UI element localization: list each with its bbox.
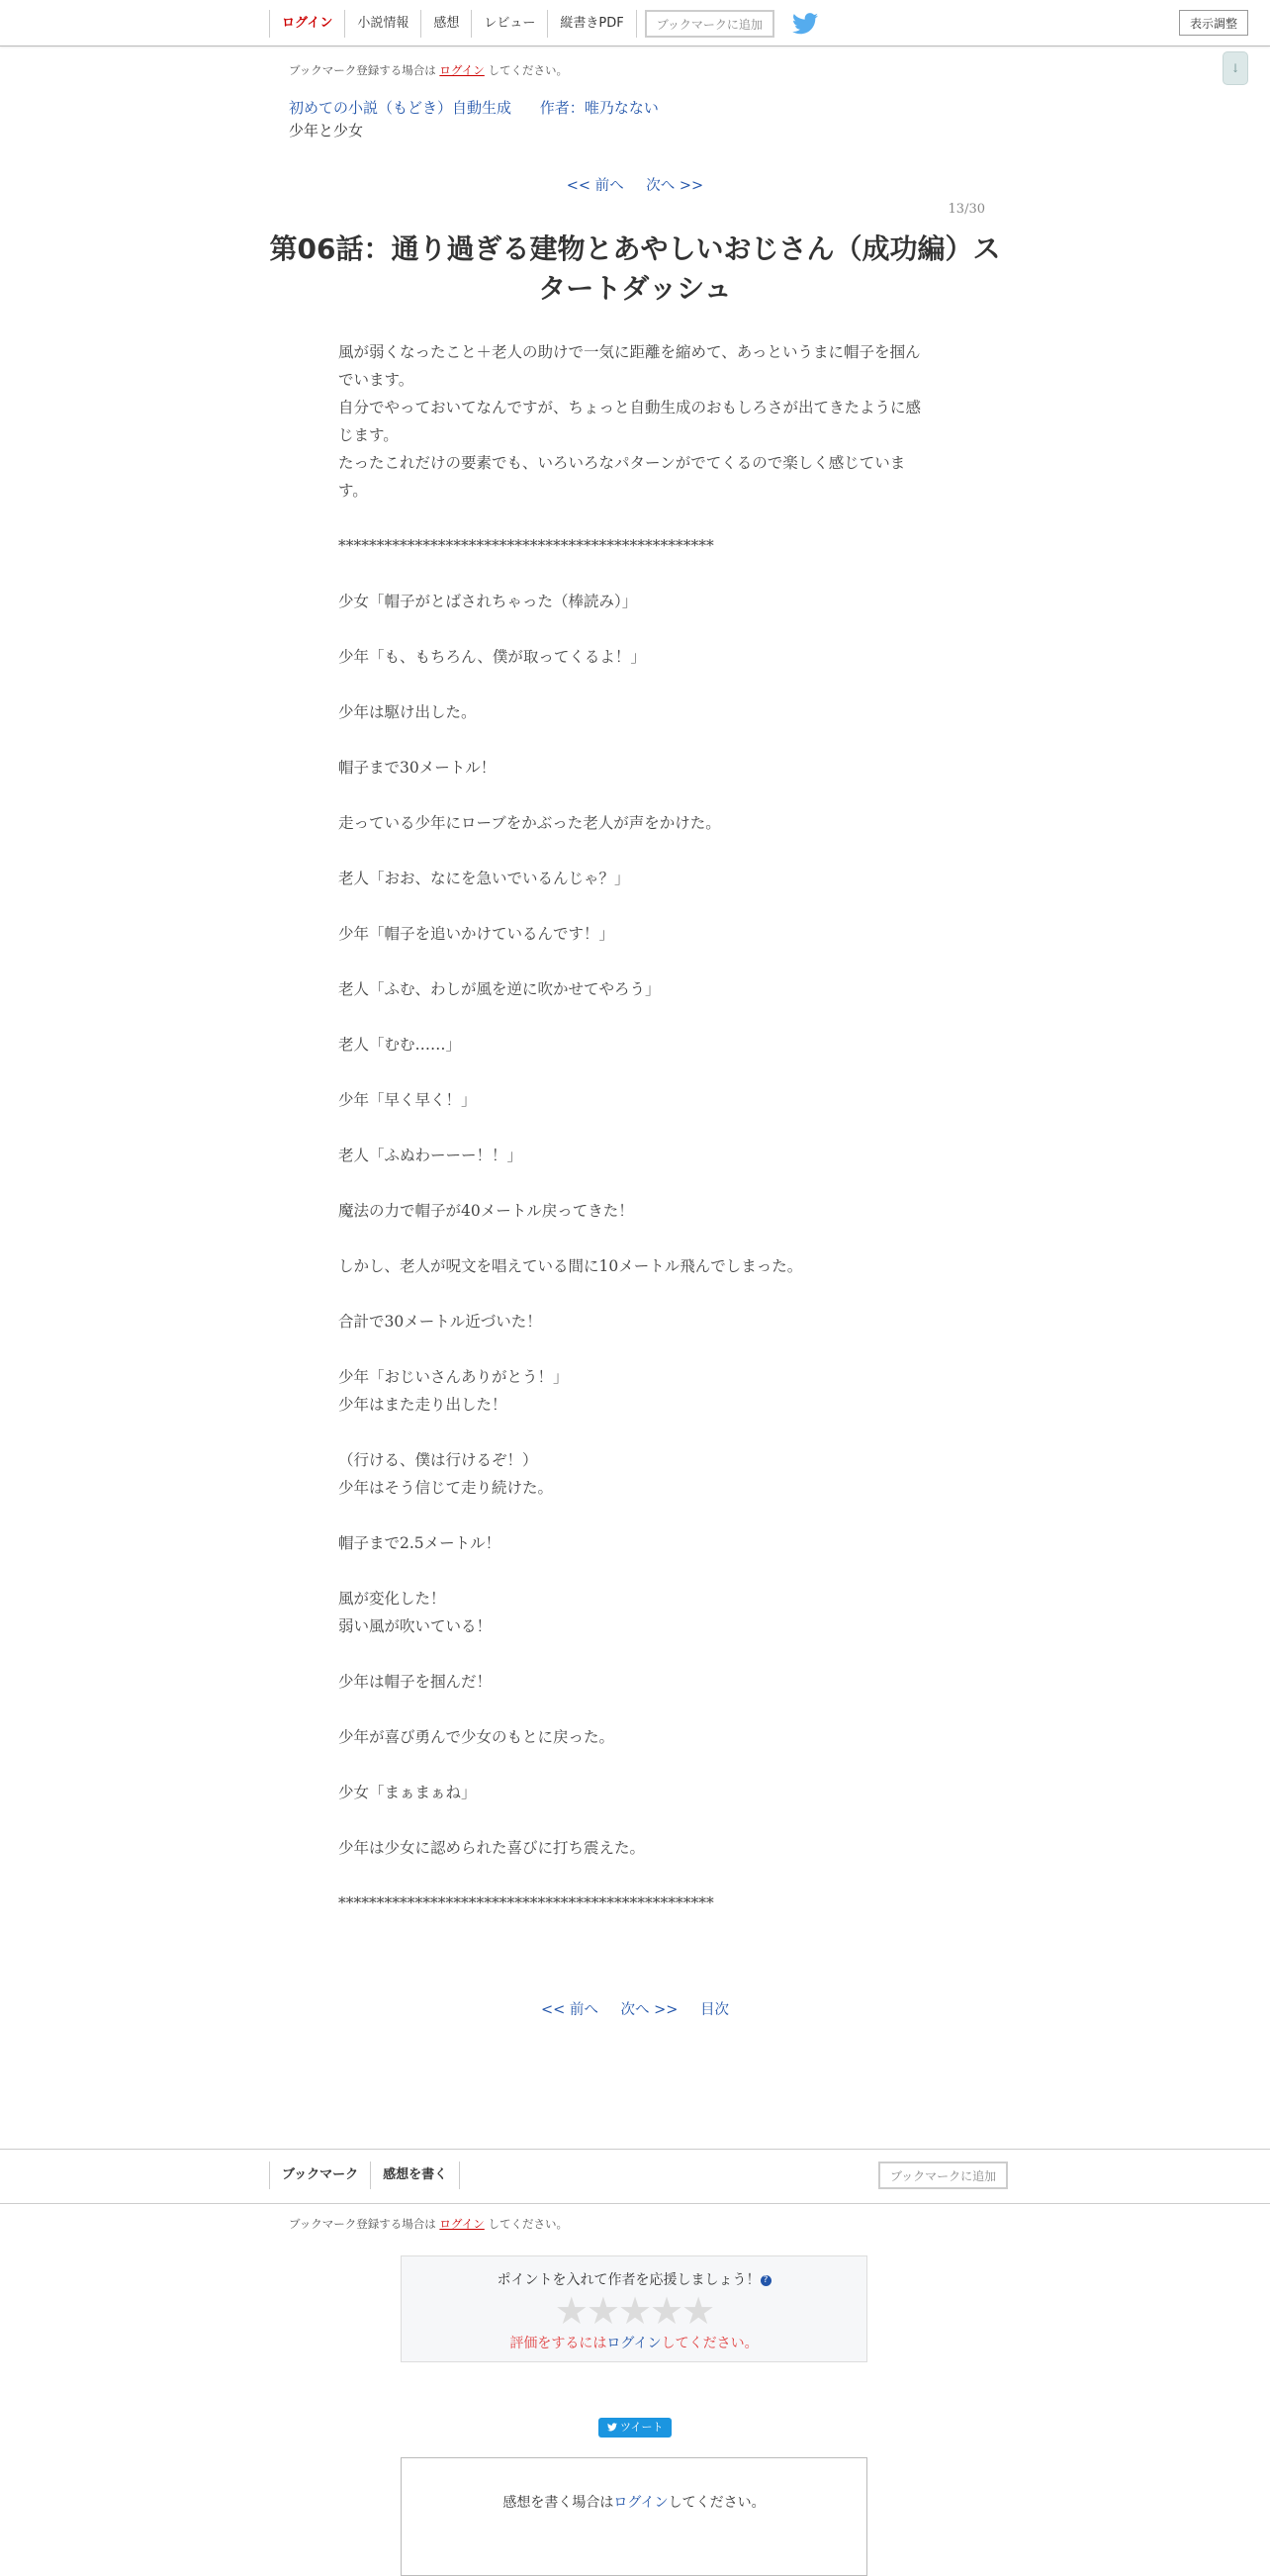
twitter-icon[interactable]: [792, 13, 818, 35]
blank-line: [338, 1696, 932, 1723]
blank-line: [338, 837, 932, 865]
body-paragraph: 少年「も、もちろん、僕が取ってくるよ！」: [338, 648, 646, 666]
body-paragraph: *************************************************: [338, 537, 714, 555]
body-paragraph: 少年「帽子を追いかけているんです！」: [338, 925, 615, 943]
add-bookmark-button[interactable]: ブックマークに追加: [645, 10, 774, 38]
page-number: 13/30: [948, 202, 985, 217]
body-paragraph: 走っている少年にローブをかぶった老人が声をかけた。: [338, 814, 721, 832]
nav-novel-info[interactable]: 小説情報: [344, 10, 420, 38]
blank-line: [338, 1557, 932, 1585]
body-paragraph: 少年はそう信じて走り続けた。: [338, 1479, 554, 1497]
body-paragraph: 少年「早く早く！」: [338, 1091, 477, 1109]
next-page-link[interactable]: 次へ >>: [646, 178, 704, 194]
body-paragraph: 帽子まで30メートル！: [338, 759, 497, 777]
body-paragraph: 少年はまた走り出した！: [338, 1396, 507, 1414]
footer-add-bookmark-button[interactable]: ブックマークに追加: [878, 2162, 1008, 2189]
body-paragraph: 少年は駆け出した。: [338, 703, 477, 721]
prev-page-link[interactable]: << 前へ: [566, 178, 624, 194]
footer-write-impression[interactable]: 感想を書く: [370, 2162, 460, 2189]
scroll-down-button[interactable]: ↓: [1223, 51, 1248, 85]
footer-bookmark-login-note: ブックマーク登録する場合は ログイン してください。: [289, 2217, 568, 2231]
blank-line: [338, 948, 932, 975]
blank-line: [338, 671, 932, 698]
blank-line: [338, 1862, 932, 1889]
blank-line: [338, 1280, 932, 1308]
body-paragraph: 少年は帽子を掴んだ！: [338, 1673, 493, 1691]
footer-navbar: [0, 2149, 1270, 2204]
body-paragraph: *************************************************: [338, 1894, 714, 1912]
blank-line: [338, 1640, 932, 1668]
help-icon[interactable]: ?: [761, 2275, 771, 2286]
body-paragraph: 帽子まで2.5メートル！: [338, 1534, 501, 1552]
footer-nav: [269, 2162, 460, 2189]
author-label: 作者：: [539, 99, 585, 117]
rating-star-icon[interactable]: ★: [617, 2289, 651, 2333]
rating-star-icon[interactable]: ★: [554, 2289, 587, 2333]
footer-bookmark[interactable]: ブックマーク: [269, 2162, 370, 2189]
blank-line: [338, 726, 932, 754]
footer-bookmark-login-link[interactable]: ログイン: [439, 2217, 485, 2231]
body-paragraph: 老人「ふぬわーーー！！」: [338, 1147, 523, 1164]
nav-vertical-pdf[interactable]: 縦書きPDF: [547, 10, 636, 38]
rating-stars: [402, 2291, 866, 2331]
rating-login-link[interactable]: ログイン: [606, 2336, 662, 2351]
bookmark-login-note: ブックマーク登録する場合は ログイン してください。: [289, 63, 568, 77]
bottom-pager: [0, 1998, 1270, 2019]
rating-star-icon[interactable]: ★: [586, 2289, 618, 2333]
body-paragraph: 風が変化した！: [338, 1590, 446, 1608]
blank-line: [338, 505, 932, 532]
prev-page-link-bottom[interactable]: << 前へ: [540, 2002, 598, 2018]
series-title-link[interactable]: 初めての小説（もどき）自動生成: [289, 99, 512, 117]
body-paragraph: 風が弱くなったこと＋老人の助けで一気に距離を縮めて、あっというまに帽子を掴んでいます。: [338, 343, 921, 389]
blank-line: [338, 1225, 932, 1252]
series-info: [289, 97, 659, 118]
comment-login-link[interactable]: ログイン: [613, 2495, 669, 2511]
nav-impressions[interactable]: 感想: [420, 10, 471, 38]
body-paragraph: 老人「ふむ、わしが風を逆に吹かせてやろう」: [338, 980, 661, 998]
body-paragraph: （行ける、僕は行けるぞ！）: [338, 1451, 538, 1469]
rating-star-icon[interactable]: ★: [681, 2289, 714, 2333]
blank-line: [338, 1003, 932, 1031]
top-navbar: [0, 0, 1270, 46]
blank-line: [338, 1806, 932, 1834]
body-paragraph: 自分でやっておいてなんですが、ちょっと自動生成のおもしろさが出てきたように感じます。: [338, 399, 922, 444]
blank-line: [338, 1502, 932, 1529]
top-pager: [0, 174, 1270, 195]
nav-review[interactable]: レビュー: [471, 10, 547, 38]
blank-line: [338, 1169, 932, 1197]
twitter-bird-icon: [607, 2423, 617, 2432]
comment-box: [401, 2457, 867, 2576]
body-paragraph: 少女「帽子がとばされちゃった（棒読み）」: [338, 593, 638, 610]
blank-line: [338, 1058, 932, 1086]
blank-line: [338, 1335, 932, 1363]
blank-line: [338, 1751, 932, 1779]
blank-line: [338, 892, 932, 920]
toc-link[interactable]: 目次: [700, 2002, 730, 2018]
rating-box: [401, 2255, 867, 2362]
novel-body: [338, 338, 932, 1917]
body-paragraph: 少年は少女に認められた喜びに打ち震えた。: [338, 1839, 646, 1857]
body-paragraph: たったこれだけの要素でも、いろいろなパターンがでてくるので楽しく感じています。: [338, 454, 906, 500]
blank-line: [338, 782, 932, 809]
body-paragraph: 少年「おじいさんありがとう！」: [338, 1368, 569, 1386]
rating-star-icon[interactable]: ★: [650, 2289, 682, 2333]
body-paragraph: しかし、老人が呪文を唱えている間に10メートル飛んでしまった。: [338, 1257, 803, 1275]
novel-subtitle: 少年と少女: [289, 122, 364, 139]
blank-line: [338, 1114, 932, 1142]
bookmark-login-link[interactable]: ログイン: [439, 63, 485, 77]
chapter-title: 第06話：通り過ぎる建物とあやしいおじさん（成功編）スタートダッシュ: [269, 232, 1001, 305]
rating-prompt: ポイントを入れて作者を応援しましょう！ ?: [402, 2269, 866, 2289]
blank-line: [338, 615, 932, 643]
next-page-link-bottom[interactable]: 次へ >>: [620, 2002, 679, 2018]
body-paragraph: 魔法の力で帽子が40メートル戻ってきた！: [338, 1202, 634, 1220]
body-paragraph: 少年が喜び勇んで少女のもとに戻った。: [338, 1728, 615, 1746]
body-paragraph: 老人「おお、なにを急いでいるんじゃ？」: [338, 870, 630, 887]
nav-login[interactable]: ログイン: [269, 10, 344, 38]
body-paragraph: 合計で30メートル近づいた！: [338, 1313, 542, 1331]
blank-line: [338, 1419, 932, 1446]
comment-login-note: 感想を書く場合はログインしてください。: [502, 2495, 766, 2511]
body-paragraph: 少女「まぁまぁね」: [338, 1784, 477, 1801]
display-settings-button[interactable]: 表示調整: [1179, 10, 1248, 36]
author-link[interactable]: 唯乃なない: [584, 99, 659, 117]
rating-login-note: 評価をするにはログインしてください。: [509, 2336, 759, 2351]
body-paragraph: 弱い風が吹いている！: [338, 1617, 493, 1635]
tweet-button[interactable]: ツイート: [598, 2418, 672, 2438]
body-paragraph: 老人「むむ……」: [338, 1036, 462, 1054]
main-nav: [269, 8, 818, 40]
blank-line: [338, 560, 932, 588]
